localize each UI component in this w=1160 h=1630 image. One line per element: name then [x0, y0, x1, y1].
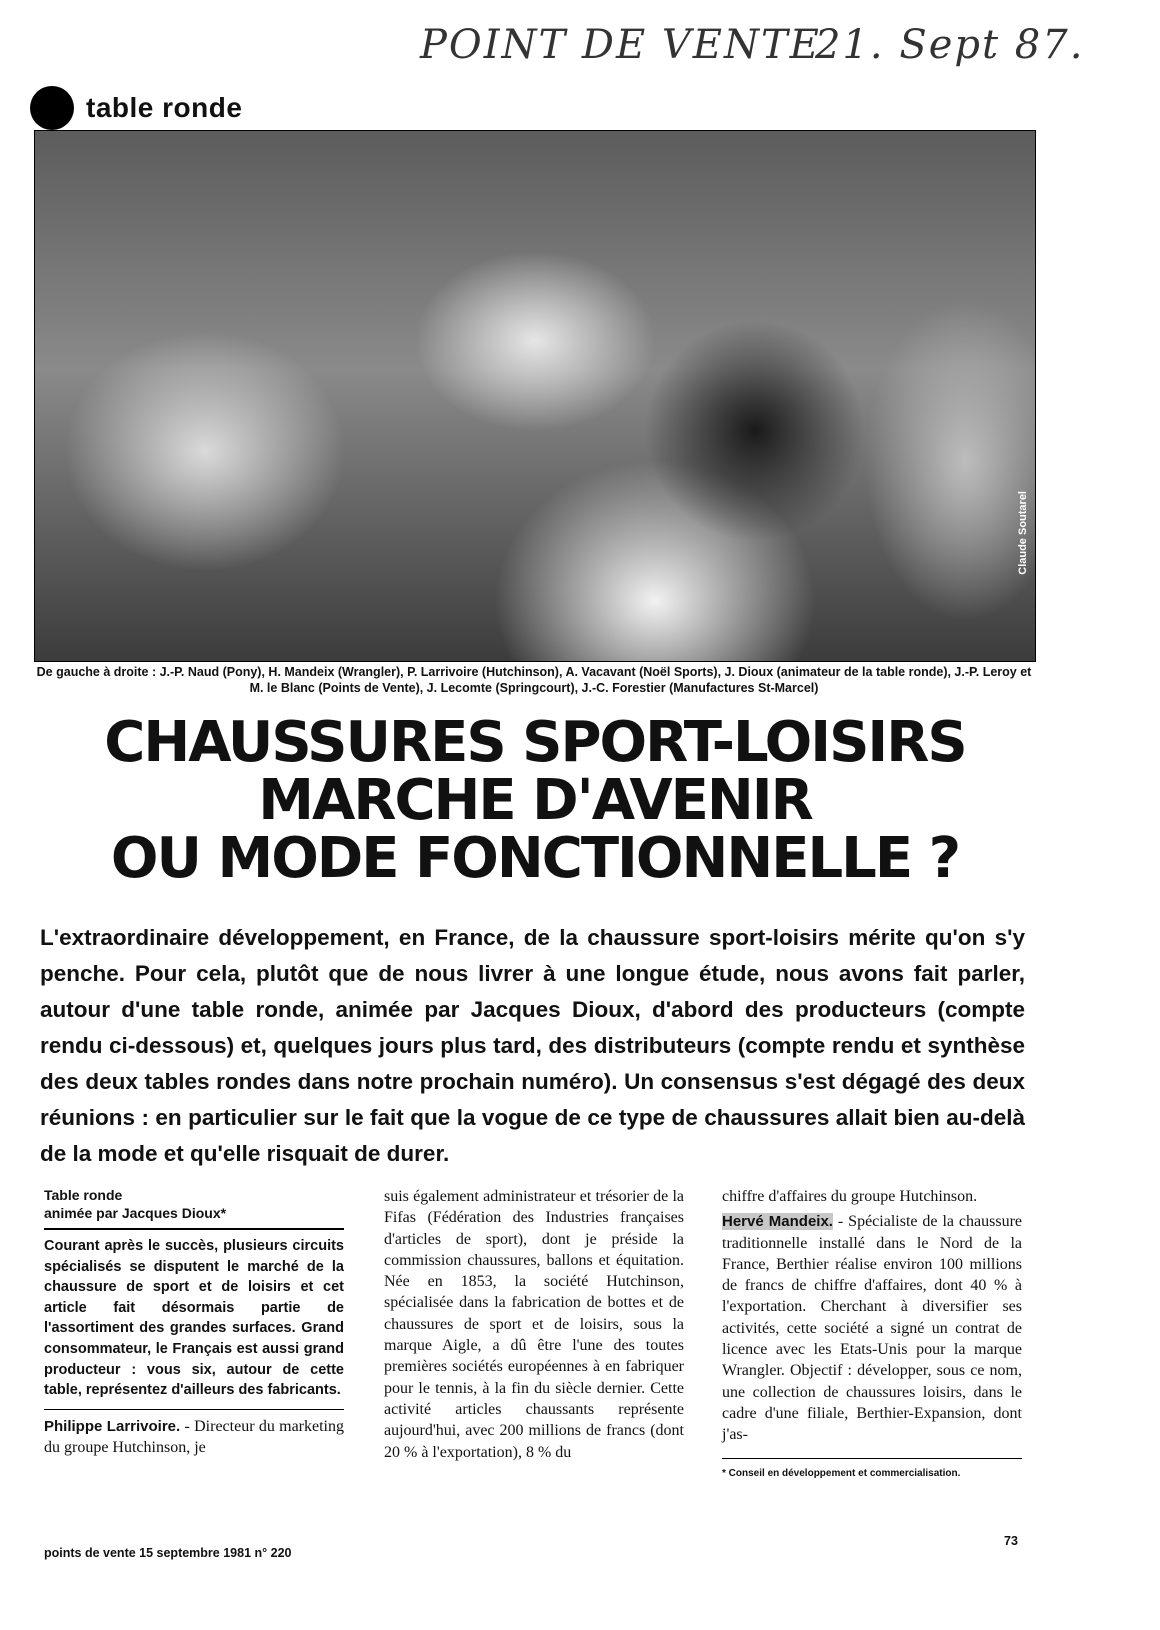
photo-caption: De gauche à droite : J.-P. Naud (Pony), H. Mandeix (Wrangler), P. Larrivoire (Hutchinson), A. Vacavant (Noël Sports), J. Dioux (animateur de la table ronde), J.-P. Leroy et M. le Blanc (Points de Vente), J. Lecomte (Springcourt), J.-C. Forestier (Manufactures St-Marcel)	[36, 665, 1032, 695]
handwritten-date-note: 21. Sept 87.	[815, 22, 1085, 68]
photo-credit: Claude Soutarel	[1017, 491, 1029, 575]
column-2: suis également administrateur et trésorier de la Fifas (Fédération des Industries françaises d'articles de sport), dont je préside la commission chaussures, ballons et équitation. Née en 1853, la société Hutchinson, spécialisée dans la fabrication de bottes et de chaussures de sport et de loisirs, sous la marque Aigle, a dû être l'une des toutes premières sociétés européennes à en fabriquer pour le tennis, à la fin du siècle dernier. Cette activité articles chaussants représente aujourd'hui, avec 200 millions de francs (dont 20 % à l'exportation), 8 % du	[384, 1188, 684, 1461]
section-label: table ronde	[86, 92, 243, 123]
speaker-name-highlighted: Hervé Mandeix.	[722, 1213, 833, 1231]
section-header	[30, 86, 242, 130]
headline-line-1: CHAUSSURES SPORT-LOISIRS	[104, 710, 966, 775]
column-3-opening: chiffre d'affaires du groupe Hutchinson.	[722, 1188, 978, 1205]
column-1-lead: Courant après le succès, plusieurs circuits spécialisés se disputent le marché de la chaussure de sport et de loisirs et cet article fait désormais partie de l'assortiment des grandes surfaces. Grand consommateur, le Français est aussi grand producteur : vous six, autour de cette table, représentez d'ailleurs des fabricants.	[44, 1238, 344, 1399]
column-rule	[44, 1228, 344, 1230]
column-3	[722, 1186, 1022, 1484]
page-number: 73	[1004, 1534, 1018, 1548]
column-rule-thin	[44, 1409, 344, 1410]
column-1-body	[44, 1416, 344, 1459]
round-table-photo	[34, 130, 1036, 662]
column-1	[44, 1186, 344, 1458]
footnote-rule	[722, 1458, 1022, 1459]
round-table-title: Table ronde	[44, 1187, 123, 1203]
headline-line-3: OU MODE FONCTIONNELLE ?	[110, 826, 960, 891]
speaker-name: Philippe Larrivoire.	[44, 1417, 181, 1435]
speaker-text: - Spécialiste de la chaussure traditionnelle installé dans le Nord de la France, Berthier réalise environ 100 millions de francs de chiffre d'affaires, dont 40 % à l'exportation. Cherchant à diversifier ses activités, cette société a signé un contrat de licence avec les Etats-Unis pour la marque Wrangler. Objectif : développer, sous ce nom, une collection de chaussures loisirs, dans le cadre d'une filiale, Berthier-Expansion, dont j'as-	[722, 1213, 1023, 1444]
round-table-moderator: animée par Jacques Dioux*	[44, 1205, 227, 1221]
column-3-body	[722, 1211, 1022, 1445]
article-headline	[40, 710, 1030, 891]
article-intro: L'extraordinaire développement, en France, de la chaussure sport-loisirs mérite qu'on s'y penche. Pour cela, plutôt que de nous livrer à une longue étude, nous avons fait parler, autour d'une table ronde, animée par Jacques Dioux, d'abord des producteurs (compte rendu ci-dessous) et, quelques jours plus tard, des distributeurs (compte rendu et synthèse des deux tables rondes dans notre prochain numéro). Un consensus s'est dégagé des deux réunions : en particulier sur le fait que la vogue de ce type de chaussures allait bien au-delà de la mode et qu'elle risquait de durer.	[40, 925, 1025, 1166]
handwritten-source-note: POINT DE VENTE	[420, 22, 821, 68]
publication-footer: points de vente 15 septembre 1981 n° 220	[44, 1546, 292, 1560]
speaker-text: - Directeur du marketing du groupe Hutchinson, je	[44, 1417, 345, 1457]
section-bullet-icon	[30, 86, 74, 130]
footnote: * Conseil en développement et commercialisation.	[722, 1467, 961, 1479]
headline-line-2: MARCHE D'AVENIR	[258, 768, 812, 833]
